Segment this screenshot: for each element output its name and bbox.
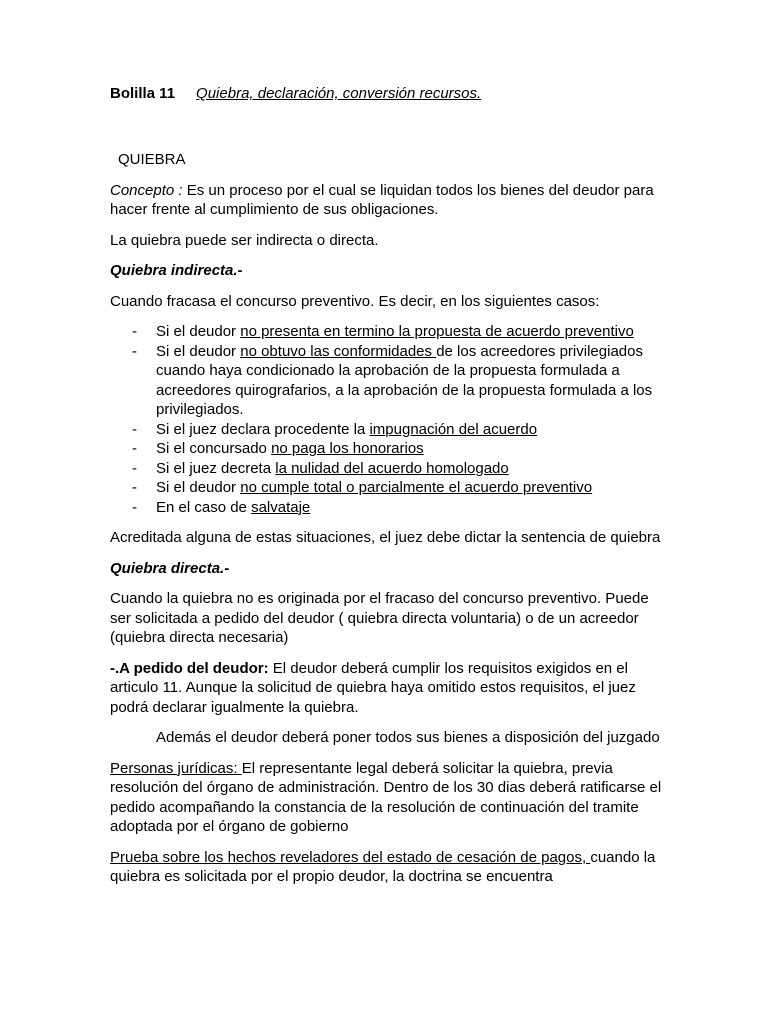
intro-paragraph: La quiebra puede ser indirecta o directa. — [110, 231, 379, 249]
case-underlined: no paga los honorarios — [271, 440, 424, 457]
indirecta-title: Quiebra indirecta.- — [110, 262, 243, 279]
case-underlined: no cumple total o parcialmente el acuerdo preventivo — [240, 479, 593, 496]
case-text: Si el deudor — [156, 342, 241, 360]
dash-bullet: - — [132, 323, 137, 340]
case-text: Si el juez decreta — [156, 459, 276, 477]
dash-bullet: - — [132, 479, 137, 496]
list-item — [110, 420, 670, 440]
pedido-text: El deudor deberá cumplir los requisitos exigidos en el articulo 11. Aunque la solicitud de quiebra haya omitido estos requisitos, el juez podrá declarar igualmente la quiebra. — [110, 659, 636, 716]
dash-bullet: - — [132, 459, 137, 477]
case-text: Si el deudor — [156, 323, 241, 340]
list-item — [110, 478, 670, 498]
case-underlined: salvataje — [251, 498, 311, 516]
bolilla-label: Bolilla 11 — [110, 85, 176, 102]
document-body — [110, 84, 670, 898]
case-underlined: la nulidad del acuerdo homologado — [275, 459, 509, 477]
prueba-paragraph — [110, 848, 670, 887]
case-text: Si el deudor — [156, 479, 241, 496]
pedido-label: -.A pedido del deudor: — [110, 659, 269, 677]
case-text: Si el juez declara procedente la — [156, 420, 370, 438]
title-line — [110, 84, 670, 104]
directa-lead: Cuando la quiebra no es originada por el fracaso del concurso preventivo. Puede ser solicitada a pedido del deudor ( quiebra directa voluntaria) o de un acreedor (quiebra directa necesaria) — [110, 590, 649, 646]
indirecta-lead: Cuando fracasa el concurso preventivo. Es decir, en los siguientes casos: — [110, 292, 600, 310]
topic-title: Quiebra, declaración, conversión recursos. — [196, 85, 482, 102]
case-underlined: no presenta en termino la propuesta de acuerdo preventivo — [240, 323, 634, 340]
case-underlined: impugnación del acuerdo — [369, 420, 538, 438]
dash-bullet: - — [132, 420, 137, 438]
concepto-text: Es un proceso por el cual se liquidan todos los bienes del deudor para hacer frente al cumplimiento de sus obligaciones. — [110, 181, 654, 218]
dash-bullet: - — [132, 342, 137, 360]
list-item — [110, 439, 670, 459]
indirecta-closing: Acreditada alguna de estas situaciones, el juez debe dictar la sentencia de quiebra — [110, 529, 661, 546]
section-heading — [110, 150, 670, 170]
personas-label: Personas jurídicas: — [110, 759, 242, 777]
list-item — [110, 459, 670, 479]
case-text: Si el concursado — [156, 440, 272, 457]
list-item — [110, 342, 670, 420]
concepto-paragraph — [110, 181, 670, 220]
case-underlined: no obtuvo las conformidades — [240, 342, 437, 360]
dash-bullet: - — [132, 498, 137, 516]
dash-bullet: - — [132, 440, 137, 457]
ademas-paragraph: Además el deudor deberá poner todos sus bienes a disposición del juzgado — [156, 729, 660, 746]
list-item — [110, 498, 670, 518]
cases-list — [110, 322, 670, 517]
personas-paragraph — [110, 759, 670, 837]
case-text: En el caso de — [156, 498, 252, 516]
case-tail: de los acreedores privilegiados cuando haya condicionado la aprobación de la propuesta formulada a acreedores quirografarios, a la aprobación de la propuesta formulada a los privilegiados. — [156, 342, 653, 418]
pedido-paragraph — [110, 659, 670, 718]
personas-text: El representante legal deberá solicitar la quiebra, previa resolución del órgano de administración. Dentro de los 30 dias deberá ratificarse el pedido acompañando la constancia de la resolución de continuación del tramite adoptada por el órgano de gobierno — [110, 759, 662, 835]
section-heading-text: QUIEBRA — [118, 151, 186, 168]
directa-title: Quiebra directa.- — [110, 559, 230, 577]
list-item — [110, 322, 670, 342]
prueba-text: cuando la quiebra es solicitada por el propio deudor, la doctrina se encuentra — [110, 848, 656, 885]
prueba-label: Prueba sobre los hechos reveladores del estado de cesación de pagos, — [110, 848, 591, 866]
concepto-label: Concepto : — [110, 181, 183, 199]
